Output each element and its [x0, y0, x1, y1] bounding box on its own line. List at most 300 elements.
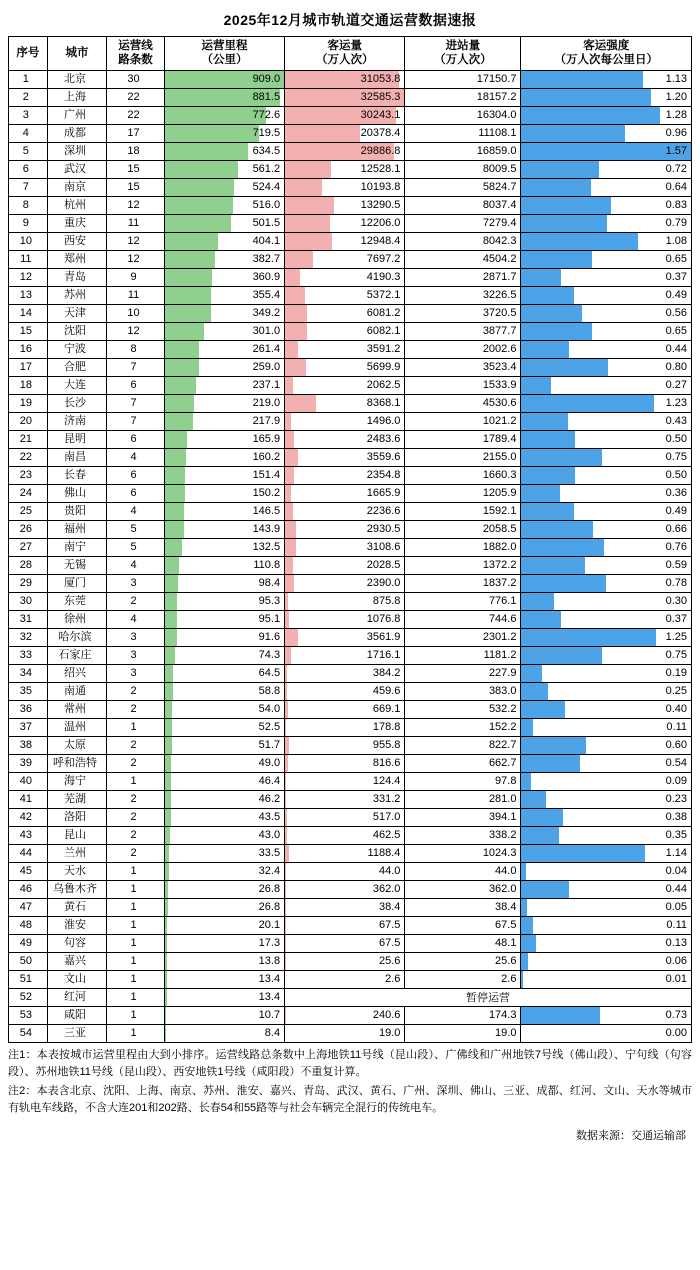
- cell-passenger: [285, 304, 405, 322]
- cell-passenger: [285, 862, 405, 880]
- cell-passenger: 67.5: [378, 918, 401, 931]
- cell-lines: 6: [130, 486, 137, 499]
- cell-passenger: [285, 520, 405, 538]
- cell-lines: 1: [130, 1026, 137, 1039]
- cell-entries: 44.0: [495, 864, 517, 877]
- cell-entries: [405, 898, 521, 916]
- cell-index: 9: [22, 216, 29, 229]
- cell-city: [47, 358, 107, 376]
- cell-index: 25: [19, 504, 32, 517]
- cell-city: [47, 394, 107, 412]
- cell-city: 呼和浩特: [52, 756, 97, 769]
- cell-mileage: [164, 844, 284, 862]
- cell-lines: 7: [130, 396, 137, 409]
- cell-lines: 2: [130, 846, 137, 859]
- cell-mileage: [164, 214, 284, 232]
- cell-entries: 38.4: [495, 900, 517, 913]
- cell-intensity: [521, 718, 692, 736]
- cell-index: [9, 88, 48, 106]
- cell-intensity: 0.79: [665, 216, 687, 229]
- table-row: [9, 790, 692, 808]
- cell-lines: [107, 520, 165, 538]
- cell-city: 长春: [63, 468, 86, 481]
- cell-intensity: [521, 304, 692, 322]
- cell-index: [9, 772, 48, 790]
- cell-intensity: 0.37: [665, 612, 687, 625]
- cell-passenger: [285, 880, 405, 898]
- cell-entries: [405, 862, 521, 880]
- cell-index: 19: [19, 396, 32, 409]
- cell-lines: 6: [130, 432, 137, 445]
- col-intensity: [521, 37, 692, 71]
- cell-lines: [107, 970, 165, 988]
- cell-entries: 338.2: [488, 828, 517, 841]
- cell-passenger: 178.8: [372, 720, 401, 733]
- cell-entries: [405, 718, 521, 736]
- table-row: [9, 934, 692, 952]
- cell-index: [9, 196, 48, 214]
- cell-intensity: 1.57: [665, 144, 687, 157]
- cell-mileage: 909.0: [252, 72, 281, 85]
- cell-lines: 1: [130, 990, 137, 1003]
- cell-index: 51: [19, 972, 32, 985]
- cell-intensity: 0.60: [665, 738, 687, 751]
- cell-mileage: [164, 880, 284, 898]
- cell-entries: [405, 286, 521, 304]
- cell-lines: [107, 322, 165, 340]
- cell-intensity: [521, 808, 692, 826]
- cell-intensity: [521, 430, 692, 448]
- cell-index: [9, 520, 48, 538]
- cell-passenger: 67.5: [378, 936, 401, 949]
- cell-city: [47, 862, 107, 880]
- cell-mileage: 355.4: [252, 288, 281, 301]
- cell-passenger: 3108.6: [366, 540, 401, 553]
- cell-mileage: [164, 70, 284, 88]
- cell-intensity: 0.11: [666, 720, 687, 733]
- cell-city: 昆山: [63, 828, 86, 841]
- cell-index: [9, 376, 48, 394]
- cell-passenger: [285, 934, 405, 952]
- cell-passenger: [285, 322, 405, 340]
- cell-entries: [405, 574, 521, 592]
- cell-mileage: [164, 322, 284, 340]
- cell-mileage: 301.0: [252, 324, 281, 337]
- cell-intensity: 1.13: [665, 72, 687, 85]
- cell-city: 天津: [63, 306, 86, 319]
- cell-mileage: [164, 610, 284, 628]
- cell-city: [47, 664, 107, 682]
- cell-index: 49: [19, 936, 32, 949]
- cell-city: [47, 790, 107, 808]
- cell-intensity: 0.38: [665, 810, 687, 823]
- cell-index: [9, 682, 48, 700]
- cell-entries: 227.9: [488, 666, 517, 679]
- cell-entries: [405, 970, 521, 988]
- cell-city: [47, 232, 107, 250]
- table-row: [9, 448, 692, 466]
- cell-mileage: [164, 232, 284, 250]
- cell-mileage: 54.0: [258, 702, 281, 715]
- cell-mileage: 881.5: [252, 90, 281, 103]
- cell-lines: [107, 592, 165, 610]
- cell-index: [9, 952, 48, 970]
- cell-city: 黄石: [63, 900, 86, 913]
- cell-lines: 1: [130, 918, 137, 931]
- cell-city: [47, 538, 107, 556]
- cell-city: 天水: [63, 864, 86, 877]
- table-row: [9, 628, 692, 646]
- cell-city: 长沙: [63, 396, 86, 409]
- cell-intensity: [521, 340, 692, 358]
- cell-intensity: 0.49: [665, 288, 687, 301]
- cell-lines: [107, 772, 165, 790]
- cell-lines: [107, 700, 165, 718]
- cell-index: 23: [19, 468, 32, 481]
- cell-passenger: 2390.0: [366, 576, 401, 589]
- cell-intensity: 0.49: [665, 504, 687, 517]
- cell-mileage: [164, 1024, 284, 1042]
- cell-mileage: 43.0: [258, 828, 281, 841]
- cell-city: 昆明: [63, 432, 86, 445]
- table-row: [9, 322, 692, 340]
- cell-intensity: [521, 466, 692, 484]
- cell-entries: 776.1: [488, 594, 517, 607]
- cell-intensity: [521, 214, 692, 232]
- cell-entries: [405, 484, 521, 502]
- table-row: [9, 484, 692, 502]
- cell-entries: [405, 214, 521, 232]
- cell-mileage: [164, 466, 284, 484]
- cell-city: [47, 808, 107, 826]
- col-entries: [405, 37, 521, 71]
- cell-mileage: 33.5: [258, 846, 281, 859]
- cell-mileage: 10.7: [258, 1008, 281, 1021]
- cell-entries: [405, 88, 521, 106]
- cell-index: [9, 268, 48, 286]
- cell-entries: 662.7: [488, 756, 517, 769]
- table-row: [9, 970, 692, 988]
- cell-mileage: 43.5: [258, 810, 281, 823]
- cell-entries: [405, 538, 521, 556]
- cell-lines: 2: [130, 684, 137, 697]
- note-2: 注2：本表含北京、沈阳、上海、南京、苏州、淮安、嘉兴、青岛、武汉、黄石、广州、深圳、佛山、三亚、成都、红河、文山、天水等城市有轨电车线路，不含大连201和202路、长春54和55路等与社会车辆完全混行的传统电车。: [8, 1084, 692, 1114]
- cell-passenger: [285, 628, 405, 646]
- cell-mileage: 20.1: [258, 918, 281, 931]
- cell-intensity: 0.05: [665, 900, 687, 913]
- cell-index: [9, 286, 48, 304]
- table-row: [9, 862, 692, 880]
- cell-passenger: [285, 430, 405, 448]
- cell-entries: [405, 844, 521, 862]
- cell-entries: [405, 502, 521, 520]
- cell-passenger: 8368.1: [366, 396, 401, 409]
- cell-entries: [405, 682, 521, 700]
- cell-passenger: 25.6: [378, 954, 401, 967]
- cell-passenger: [285, 268, 405, 286]
- cell-passenger: [285, 898, 405, 916]
- cell-index: 31: [19, 612, 32, 625]
- cell-mileage: 237.1: [252, 378, 281, 391]
- cell-city: [47, 214, 107, 232]
- cell-city: [47, 916, 107, 934]
- cell-city: [47, 682, 107, 700]
- col-mileage-line2: （公里）: [201, 54, 248, 67]
- cell-index: [9, 502, 48, 520]
- cell-city: [47, 592, 107, 610]
- cell-mileage: [164, 898, 284, 916]
- cell-index: [9, 250, 48, 268]
- cell-city: 嘉兴: [63, 954, 86, 967]
- cell-index: 42: [19, 810, 32, 823]
- cell-passenger: 1076.8: [366, 612, 401, 625]
- cell-passenger: 13290.5: [360, 198, 401, 211]
- cell-index: [9, 556, 48, 574]
- cell-passenger: 459.6: [372, 684, 401, 697]
- cell-entries: [405, 250, 521, 268]
- cell-index: 24: [19, 486, 32, 499]
- cell-mileage: [164, 304, 284, 322]
- cell-index: [9, 160, 48, 178]
- table-row: [9, 106, 692, 124]
- cell-entries: [405, 664, 521, 682]
- cell-intensity: 0.78: [665, 576, 687, 589]
- cell-city: 南京: [63, 180, 86, 193]
- cell-city: 郑州: [63, 252, 86, 265]
- cell-passenger: 2062.5: [366, 378, 401, 391]
- cell-entries: 532.2: [488, 702, 517, 715]
- table-row: [9, 592, 692, 610]
- cell-intensity: 0.23: [665, 792, 687, 805]
- cell-lines: [107, 826, 165, 844]
- cell-lines: [107, 808, 165, 826]
- cell-city: [47, 1006, 107, 1024]
- cell-entries: 16304.0: [476, 108, 517, 121]
- cell-index: [9, 484, 48, 502]
- table-row: [9, 1006, 692, 1024]
- cell-city: [47, 718, 107, 736]
- cell-entries: 1181.2: [483, 648, 517, 661]
- table-row: [9, 808, 692, 826]
- cell-passenger: 240.6: [372, 1008, 401, 1021]
- cell-entries: 4530.6: [482, 396, 517, 409]
- cell-city: [47, 502, 107, 520]
- cell-index: 14: [19, 306, 32, 319]
- table-row: [9, 196, 692, 214]
- cell-passenger: [285, 574, 405, 592]
- cell-mileage: [164, 430, 284, 448]
- cell-passenger: [285, 214, 405, 232]
- cell-intensity: 0.50: [665, 468, 687, 481]
- cell-lines: 10: [127, 306, 140, 319]
- cell-entries: 2301.2: [482, 630, 517, 643]
- table-row: [9, 376, 692, 394]
- table-body: [9, 70, 692, 1042]
- table-row: [9, 988, 692, 1006]
- cell-intensity: [521, 934, 692, 952]
- cell-mileage: [164, 790, 284, 808]
- col-intensity-line1: 客运强度: [583, 40, 630, 52]
- cell-city: [47, 754, 107, 772]
- cell-intensity: [521, 556, 692, 574]
- cell-mileage: [164, 484, 284, 502]
- cell-index: 44: [19, 846, 32, 859]
- cell-mileage: 74.3: [258, 648, 281, 661]
- cell-entries: [405, 772, 521, 790]
- cell-lines: 2: [130, 594, 137, 607]
- cell-intensity: 0.01: [665, 972, 687, 985]
- cell-entries: 383.0: [488, 684, 517, 697]
- cell-index: [9, 448, 48, 466]
- cell-intensity: [521, 646, 692, 664]
- cell-entries: [405, 646, 521, 664]
- cell-passenger: [285, 790, 405, 808]
- cell-index: 8: [22, 198, 29, 211]
- cell-mileage: [164, 646, 284, 664]
- cell-passenger: 875.8: [372, 594, 401, 607]
- cell-city: [47, 142, 107, 160]
- cell-lines: [107, 70, 165, 88]
- cell-intensity: 0.36: [665, 486, 687, 499]
- cell-index: 54: [19, 1026, 32, 1039]
- cell-lines: 5: [130, 522, 137, 535]
- cell-city: 南通: [63, 684, 86, 697]
- cell-entries: 1533.9: [482, 378, 517, 391]
- cell-city: [47, 412, 107, 430]
- note-1: 注1：本表按城市运营里程由大到小排序。运营线路总条数中上海地铁11号线（昆山段）、广佛线和广州地铁7号线（佛山段）、宁句线（句容段）、苏州地铁11号线（昆山段）、西安地铁1号线（咸阳段）不重复计算。: [8, 1048, 692, 1078]
- cell-lines: [107, 664, 165, 682]
- cell-intensity: 0.64: [665, 180, 687, 193]
- cell-intensity: 0.65: [665, 252, 687, 265]
- cell-passenger: 5372.1: [366, 288, 401, 301]
- cell-entries: [405, 952, 521, 970]
- cell-lines: [107, 196, 165, 214]
- cell-mileage: [164, 934, 284, 952]
- cell-city: 常州: [63, 702, 86, 715]
- cell-mileage: 8.4: [264, 1026, 281, 1039]
- cell-lines: [107, 214, 165, 232]
- cell-passenger: 1496.0: [366, 414, 401, 427]
- cell-mileage: [164, 736, 284, 754]
- cell-entries: [405, 376, 521, 394]
- cell-intensity: [521, 160, 692, 178]
- cell-index: 40: [19, 774, 32, 787]
- cell-lines: 4: [130, 612, 137, 625]
- table-row: [9, 160, 692, 178]
- cell-intensity: [521, 952, 692, 970]
- cell-intensity: 0.72: [665, 162, 687, 175]
- cell-mileage: [164, 664, 284, 682]
- table-row: [9, 1024, 692, 1042]
- cell-entries: 3877.7: [482, 324, 517, 337]
- cell-city: 淮安: [63, 918, 86, 931]
- cell-lines: 8: [130, 342, 137, 355]
- cell-city: 咸阳: [63, 1008, 86, 1021]
- cell-entries: 744.6: [488, 612, 517, 625]
- cell-index: 27: [19, 540, 32, 553]
- cell-lines: 2: [130, 828, 137, 841]
- cell-passenger: 3559.6: [366, 450, 401, 463]
- cell-intensity: 0.19: [665, 666, 687, 679]
- cell-index: 52: [19, 990, 32, 1003]
- table-row: [9, 520, 692, 538]
- cell-passenger: 38.4: [378, 900, 401, 913]
- cell-intensity: [521, 664, 692, 682]
- cell-lines: 1: [130, 954, 137, 967]
- cell-index: 12: [19, 270, 32, 283]
- cell-lines: [107, 340, 165, 358]
- cell-lines: 15: [127, 180, 140, 193]
- cell-index: 16: [19, 342, 32, 355]
- cell-intensity: 0.00: [665, 1026, 687, 1039]
- cell-mileage: [164, 682, 284, 700]
- cell-entries: [405, 700, 521, 718]
- cell-passenger: [285, 196, 405, 214]
- cell-lines: [107, 1024, 165, 1042]
- cell-lines: [107, 736, 165, 754]
- cell-passenger: 1188.4: [367, 846, 401, 859]
- cell-intensity: [521, 736, 692, 754]
- cell-index: 21: [19, 432, 32, 445]
- cell-entries: 17150.7: [476, 72, 517, 85]
- cell-lines: 22: [127, 108, 140, 121]
- cell-entries: [405, 610, 521, 628]
- cell-index: [9, 214, 48, 232]
- cell-index: [9, 646, 48, 664]
- cell-index: 4: [22, 126, 29, 139]
- cell-mileage: [164, 160, 284, 178]
- cell-intensity: 0.44: [665, 882, 687, 895]
- cell-entries: [405, 232, 521, 250]
- cell-entries: 2.6: [501, 972, 517, 985]
- cell-city: [47, 628, 107, 646]
- cell-passenger: 30243.1: [360, 108, 401, 121]
- cell-mileage: [164, 754, 284, 772]
- cell-city: 哈尔滨: [58, 630, 92, 643]
- cell-entries: [405, 520, 521, 538]
- cell-passenger: [285, 808, 405, 826]
- cell-mileage: 259.0: [252, 360, 281, 373]
- cell-entries: 1592.1: [482, 504, 517, 517]
- cell-passenger: 12206.0: [360, 216, 401, 229]
- cell-index: [9, 790, 48, 808]
- cell-entries: [405, 754, 521, 772]
- cell-entries: 3720.5: [482, 306, 517, 319]
- cell-mileage: 46.4: [258, 774, 281, 787]
- cell-city: 佛山: [63, 486, 86, 499]
- cell-intensity: 0.06: [665, 954, 687, 967]
- cell-lines: [107, 880, 165, 898]
- cell-index: [9, 826, 48, 844]
- cell-index: 15: [19, 324, 32, 337]
- cell-index: 46: [19, 882, 32, 895]
- cell-mileage: [164, 268, 284, 286]
- cell-city: 南昌: [63, 450, 86, 463]
- cell-lines: 2: [130, 738, 137, 751]
- cell-city: [47, 520, 107, 538]
- cell-lines: [107, 484, 165, 502]
- table-row: [9, 718, 692, 736]
- cell-lines: 4: [130, 450, 137, 463]
- cell-entries: [405, 1006, 521, 1024]
- cell-mileage: 261.4: [252, 342, 281, 355]
- cell-mileage: [164, 538, 284, 556]
- cell-lines: [107, 754, 165, 772]
- cell-index: [9, 934, 48, 952]
- cell-entries: 1372.2: [482, 558, 517, 571]
- cell-lines: [107, 286, 165, 304]
- cell-intensity: 0.75: [665, 648, 687, 661]
